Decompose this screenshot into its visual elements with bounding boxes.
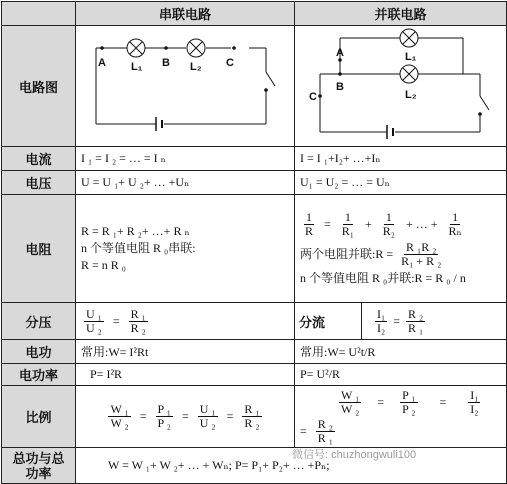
frac-num: R ₁R ₂ bbox=[406, 240, 437, 254]
parallel-ratio-formula bbox=[295, 386, 507, 448]
lamp-l1-label: L₁ bbox=[405, 51, 417, 63]
series-work-formula: 常用:W= I²Rt bbox=[76, 340, 295, 364]
parallel-equal-resistors-formula: n 个等值电阻 R ₀并联:R = R ₀ / n bbox=[300, 271, 466, 285]
header-parallel: 并联电路 bbox=[295, 2, 507, 26]
frac-num: U ₁ bbox=[199, 402, 216, 416]
plus-sign: + bbox=[364, 217, 372, 231]
parallel-circuit-diagram bbox=[295, 26, 505, 142]
frac-den: R ₁ bbox=[407, 320, 424, 335]
plus-dots: + … + bbox=[405, 217, 438, 231]
frac-den: U ₂ bbox=[199, 416, 216, 430]
parallel-circuit-cell bbox=[295, 26, 507, 147]
frac-den: R ₂ bbox=[244, 416, 260, 430]
parallel-divider-cell bbox=[295, 303, 507, 340]
equals-sign: = bbox=[324, 217, 331, 231]
header-series: 串联电路 bbox=[76, 2, 295, 26]
frac-num: 1 bbox=[452, 210, 459, 224]
frac-num: 1 bbox=[344, 210, 351, 224]
series-circuit-diagram bbox=[76, 26, 293, 142]
series-circuit-cell bbox=[76, 26, 295, 147]
point-c-label: C bbox=[226, 57, 234, 69]
row-label-diagram: 电路图 bbox=[2, 26, 76, 147]
comparison-table-container bbox=[1, 1, 507, 484]
row-label-current: 电流 bbox=[2, 147, 76, 171]
series-equal-resistors-text: n 个等值电阻 R ₀串联: bbox=[81, 241, 196, 255]
point-b-label: B bbox=[336, 81, 344, 93]
equals-sign: = bbox=[300, 423, 307, 438]
point-a-label: A bbox=[98, 57, 106, 69]
frac-num: P ₁ bbox=[157, 402, 171, 416]
frac-den: R ₁ bbox=[317, 430, 333, 445]
row-label-resistance: 电阻 bbox=[2, 195, 76, 303]
series-resistance-sum: R = R ₁+ R ₂+ …+ R ₙ bbox=[81, 224, 190, 238]
frac-num: U ₁ bbox=[86, 306, 102, 321]
series-power-formula: P= I²R bbox=[76, 364, 295, 386]
frac-den: P ₂ bbox=[157, 416, 171, 430]
parallel-current-formula: I = I ₁+I₂+ …+Iₙ bbox=[295, 147, 507, 171]
series-divider-formula bbox=[76, 303, 295, 340]
series-ratio-formula bbox=[76, 386, 295, 448]
row-label-current-divider: 分流 bbox=[295, 303, 362, 339]
total-label-line2: 功率 bbox=[25, 465, 52, 481]
equals-sign: = bbox=[112, 313, 120, 328]
row-label-work: 电功 bbox=[2, 340, 76, 364]
header-corner bbox=[2, 2, 76, 26]
point-b-label: B bbox=[162, 57, 170, 69]
parallel-work-formula: 常用:W= U²t/R bbox=[295, 340, 507, 364]
row-label-ratio: 比例 bbox=[2, 386, 76, 448]
circuit-comparison-table bbox=[1, 1, 507, 484]
frac-num: W ₁ bbox=[341, 387, 360, 402]
frac-num: P ₁ bbox=[402, 387, 416, 402]
frac-den: R bbox=[305, 224, 314, 238]
parallel-two-resistors-formula bbox=[300, 241, 501, 268]
equals-sign: = bbox=[139, 409, 147, 423]
total-label-line1: 总功与总 bbox=[12, 450, 65, 466]
frac-den: R ₂ bbox=[130, 320, 146, 335]
frac-den: U ₂ bbox=[86, 320, 102, 335]
parallel-reciprocal-formula bbox=[300, 211, 501, 238]
frac-num: 1 bbox=[306, 210, 312, 224]
point-c-label: C bbox=[309, 91, 317, 103]
two-resistors-label: 两个电阻并联:R = bbox=[300, 247, 394, 261]
row-label-total bbox=[2, 448, 76, 484]
frac-den: Rₙ bbox=[448, 224, 462, 238]
frac-num: R ₂ bbox=[407, 306, 424, 321]
frac-num: I₁ bbox=[377, 306, 386, 321]
point-a-label: A bbox=[336, 47, 344, 59]
total-work-power-formula: W = W ₁+ W ₂+ … + Wₙ; P= P₁+ P₂+ … +Pₙ; bbox=[76, 448, 507, 484]
equals-sign: = bbox=[181, 409, 189, 423]
frac-den: W ₂ bbox=[110, 416, 129, 430]
equals-sign: = bbox=[393, 313, 400, 328]
series-resistance-cell bbox=[76, 195, 295, 303]
row-label-voltage-divider: 分压 bbox=[2, 303, 76, 340]
row-label-voltage: 电压 bbox=[2, 171, 76, 195]
series-current-formula: I ₁ = I ₂ = … = I ₙ bbox=[76, 147, 295, 171]
series-voltage-formula: U = U ₁+ U ₂+ … +Uₙ bbox=[76, 171, 295, 195]
lamp-l2-label: L₂ bbox=[405, 89, 417, 101]
row-label-power: 电功率 bbox=[2, 364, 76, 386]
lamp-l2-label: L₂ bbox=[190, 61, 202, 73]
frac-den: R₁ bbox=[341, 224, 354, 238]
frac-den: P ₂ bbox=[402, 401, 416, 416]
equals-sign: = bbox=[377, 394, 385, 409]
series-equal-resistors-formula: R = n R ₀ bbox=[81, 258, 126, 272]
frac-num: R ₁ bbox=[244, 402, 260, 416]
watermark: 微信号: chuzhongwuli100 bbox=[292, 449, 417, 461]
parallel-power-formula: P= U²/R bbox=[295, 364, 507, 386]
equals-sign: = bbox=[226, 409, 234, 423]
equals-sign: = bbox=[439, 394, 447, 409]
frac-num: R ₁ bbox=[130, 306, 146, 321]
lamp-l1-label: L₁ bbox=[131, 61, 143, 73]
parallel-voltage-formula: U₁ = U₂ = … = Uₙ bbox=[295, 171, 507, 195]
frac-num: I₁ bbox=[470, 387, 479, 402]
frac-den: R₂ bbox=[382, 224, 395, 238]
frac-den: R₁ + R ₂ bbox=[401, 254, 442, 268]
frac-num: W ₁ bbox=[110, 402, 129, 416]
frac-den: I₂ bbox=[470, 401, 479, 416]
frac-num: R ₂ bbox=[317, 416, 333, 431]
parallel-current-divider-formula bbox=[362, 303, 428, 339]
frac-den: W ₂ bbox=[341, 401, 360, 416]
frac-num: 1 bbox=[385, 210, 392, 224]
frac-den: I₂ bbox=[377, 320, 386, 335]
parallel-resistance-cell bbox=[295, 195, 507, 303]
